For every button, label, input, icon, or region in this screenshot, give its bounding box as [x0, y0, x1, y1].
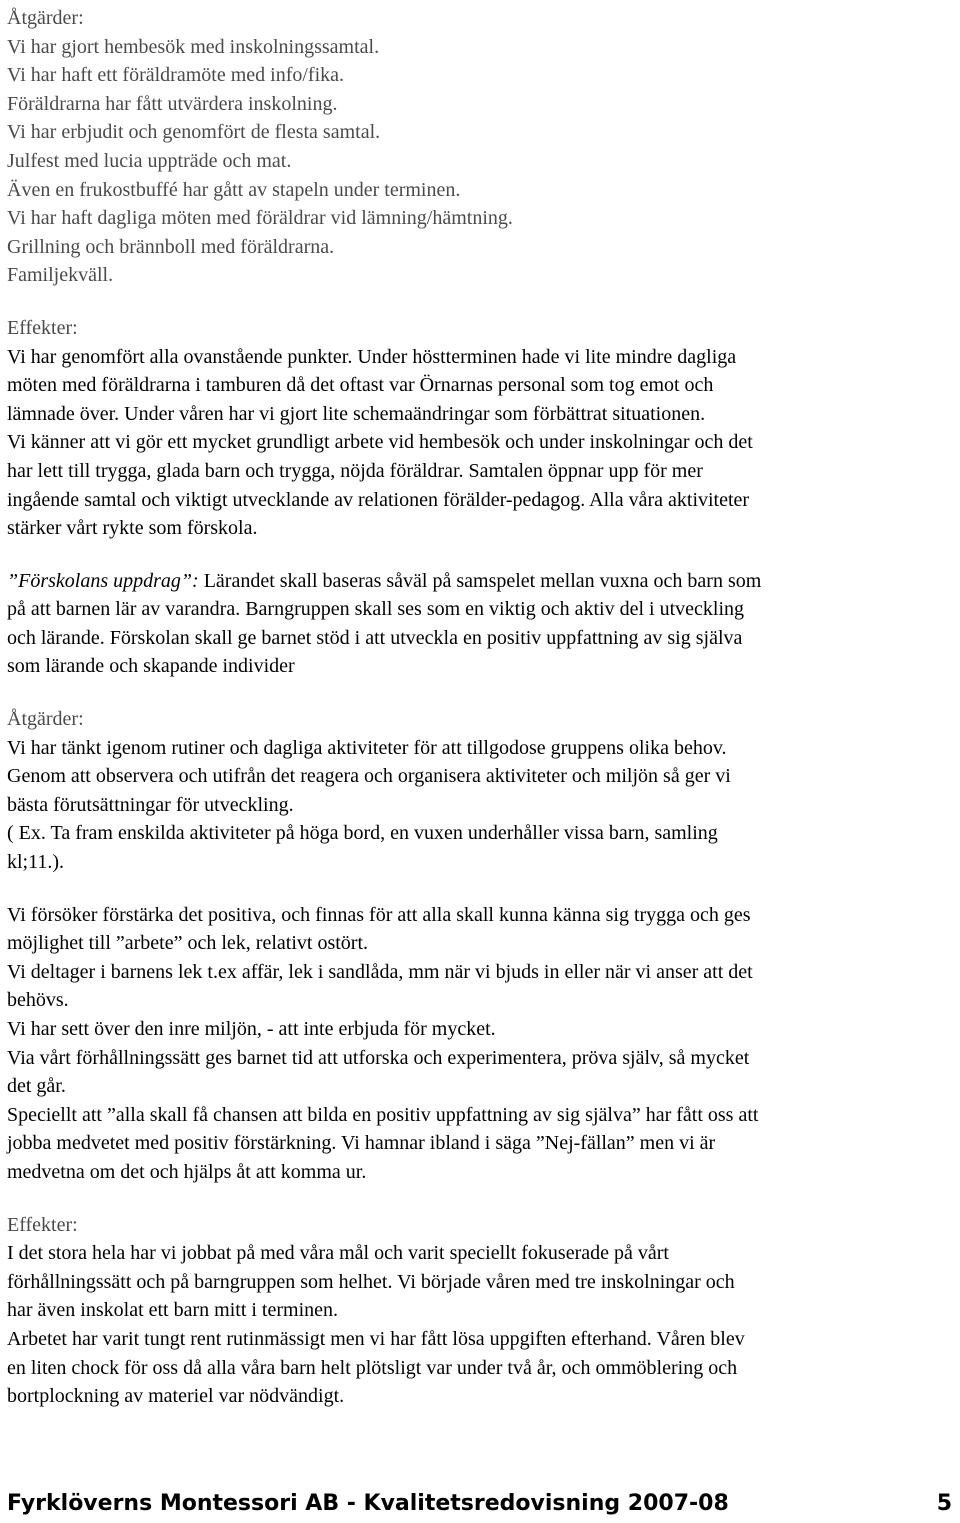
text-line: Genom att observera och utifrån det reagera och organisera aktiviteter och miljön så ger vi — [7, 765, 731, 788]
text-line: på att barnen lär av varandra. Barngruppen skall ses som en viktig och aktiv del i utveckling — [7, 598, 745, 621]
text-line: förhållningssätt och på barngruppen som helhet. Vi började våren med tre inskolningar och — [7, 1270, 735, 1293]
text-line: Vi känner att vi gör ett mycket grundligt arbete vid hembesök och under inskolningar och det — [7, 431, 753, 454]
text-line: Vi försöker förstärka det positiva, och finnas för att alla skall kunna känna sig trygga och ges — [7, 903, 751, 926]
page-number: 5 — [936, 1491, 952, 1516]
text-line: Vi har sett över den inre miljön, - att inte erbjuda för mycket. — [7, 1018, 496, 1040]
text-line: lämnade över. Under våren har vi gjort lite schemaändringar som förbättrat situationen. — [7, 402, 706, 425]
page-footer — [7, 1488, 952, 1520]
text-line: ingående samtal och viktigt utvecklande av relationen förälder-pedagog. Alla våra aktiviteter — [7, 488, 750, 511]
text-line: Föräldrarna har fått utvärdera inskolning. — [7, 92, 338, 115]
text-line: och lärande. Förskolan skall ge barnet stöd i att utveckla en positiv uppfattning av sig själva — [7, 626, 743, 649]
text-line: bästa förutsättningar för utveckling. — [7, 793, 294, 816]
text-line: möten med föräldrarna i tamburen då det oftast var Örnarnas personal som tog emot och — [7, 374, 714, 397]
text-line: en liten chock för oss då alla våra barn helt plötsligt var under två år, och ommöblering och — [7, 1356, 738, 1379]
text-line: I det stora hela har vi jobbat på med våra mål och varit speciellt fokuserade på vårt — [7, 1242, 669, 1265]
uppdrag-label: ”Förskolans uppdrag”: — [7, 569, 199, 592]
section-heading-atgarder: Åtgärder: — [7, 7, 84, 29]
text-line: Vi har genomfört alla ovanstående punkter. Under höstterminen hade vi lite mindre dagliga — [7, 345, 737, 368]
text-line: Arbetet har varit tungt rent rutinmässigt men vi har fått lösa uppgiften efterhand. Våren blev — [7, 1327, 745, 1350]
text-line: kl;11.). — [7, 851, 65, 874]
text-line: Vi har tänkt igenom rutiner och dagliga aktiviteter för att tillgodose gruppens olika behov. — [7, 736, 727, 759]
text-line: Speciellt att ”alla skall få chansen att bilda en positiv uppfattning av sig själva” har fått oss att — [7, 1103, 759, 1126]
text-line: Julfest med lucia uppträde och mat. — [7, 149, 292, 172]
text-line: Vi har erbjudit och genomfört de flesta samtal. — [7, 121, 381, 144]
section-heading-effekter: Effekter: — [7, 1213, 78, 1236]
section-heading-atgarder: Åtgärder: — [7, 708, 84, 731]
uppdrag-first-line — [7, 567, 952, 596]
uppdrag-first-line-rest: Lärandet skall baseras såväl på samspelet mellan vuxna och barn som — [198, 569, 762, 592]
section-heading-effekter: Effekter: — [7, 316, 78, 339]
text-line: möjlighet till ”arbete” och lek, relativt ostört. — [7, 932, 368, 955]
footer-title: Fyrklöverns Montessori AB - Kvalitetsredovisning 2007-08 — [7, 1491, 729, 1516]
text-line: har även inskolat ett barn mitt i terminen. — [7, 1299, 339, 1322]
text-line: Vi har haft dagliga möten med föräldrar vid lämning/hämtning. — [7, 207, 513, 230]
text-line: Vi har haft ett föräldramöte med info/fika. — [7, 64, 345, 87]
text-line: ( Ex. Ta fram enskilda aktiviteter på höga bord, en vuxen underhåller vissa barn, samling — [7, 822, 718, 845]
text-line: Vi har gjort hembesök med inskolningssamtal. — [7, 35, 380, 58]
text-line: stärker vårt rykte som förskola. — [7, 517, 258, 540]
text-line: behövs. — [7, 989, 69, 1012]
text-line: Vi deltager i barnens lek t.ex affär, lek i sandlåda, mm när vi bjuds in eller när vi anser att det — [7, 960, 753, 983]
text-line: som lärande och skapande individer — [7, 655, 295, 678]
text-line: det går. — [7, 1075, 66, 1098]
text-line: Även en frukostbuffé har gått av stapeln under terminen. — [7, 178, 461, 201]
text-line: Via vårt förhållningssätt ges barnet tid att utforska och experimentera, pröva själv, så mycket — [7, 1046, 750, 1069]
text-line: bortplockning av materiel var nödvändigt. — [7, 1385, 345, 1408]
text-line: jobba medvetet med positiv förstärkning. Vi hamnar ibland i säga ”Nej-fällan” men vi är — [7, 1132, 716, 1155]
text-line: medvetna om det och hjälps åt att komma ur. — [7, 1160, 367, 1183]
text-line: Grillning och brännboll med föräldrarna. — [7, 235, 335, 258]
text-line: Familjekväll. — [7, 264, 114, 287]
text-line: har lett till trygga, glada barn och trygga, nöjda föräldrar. Samtalen öppnar upp för mer — [7, 459, 703, 482]
